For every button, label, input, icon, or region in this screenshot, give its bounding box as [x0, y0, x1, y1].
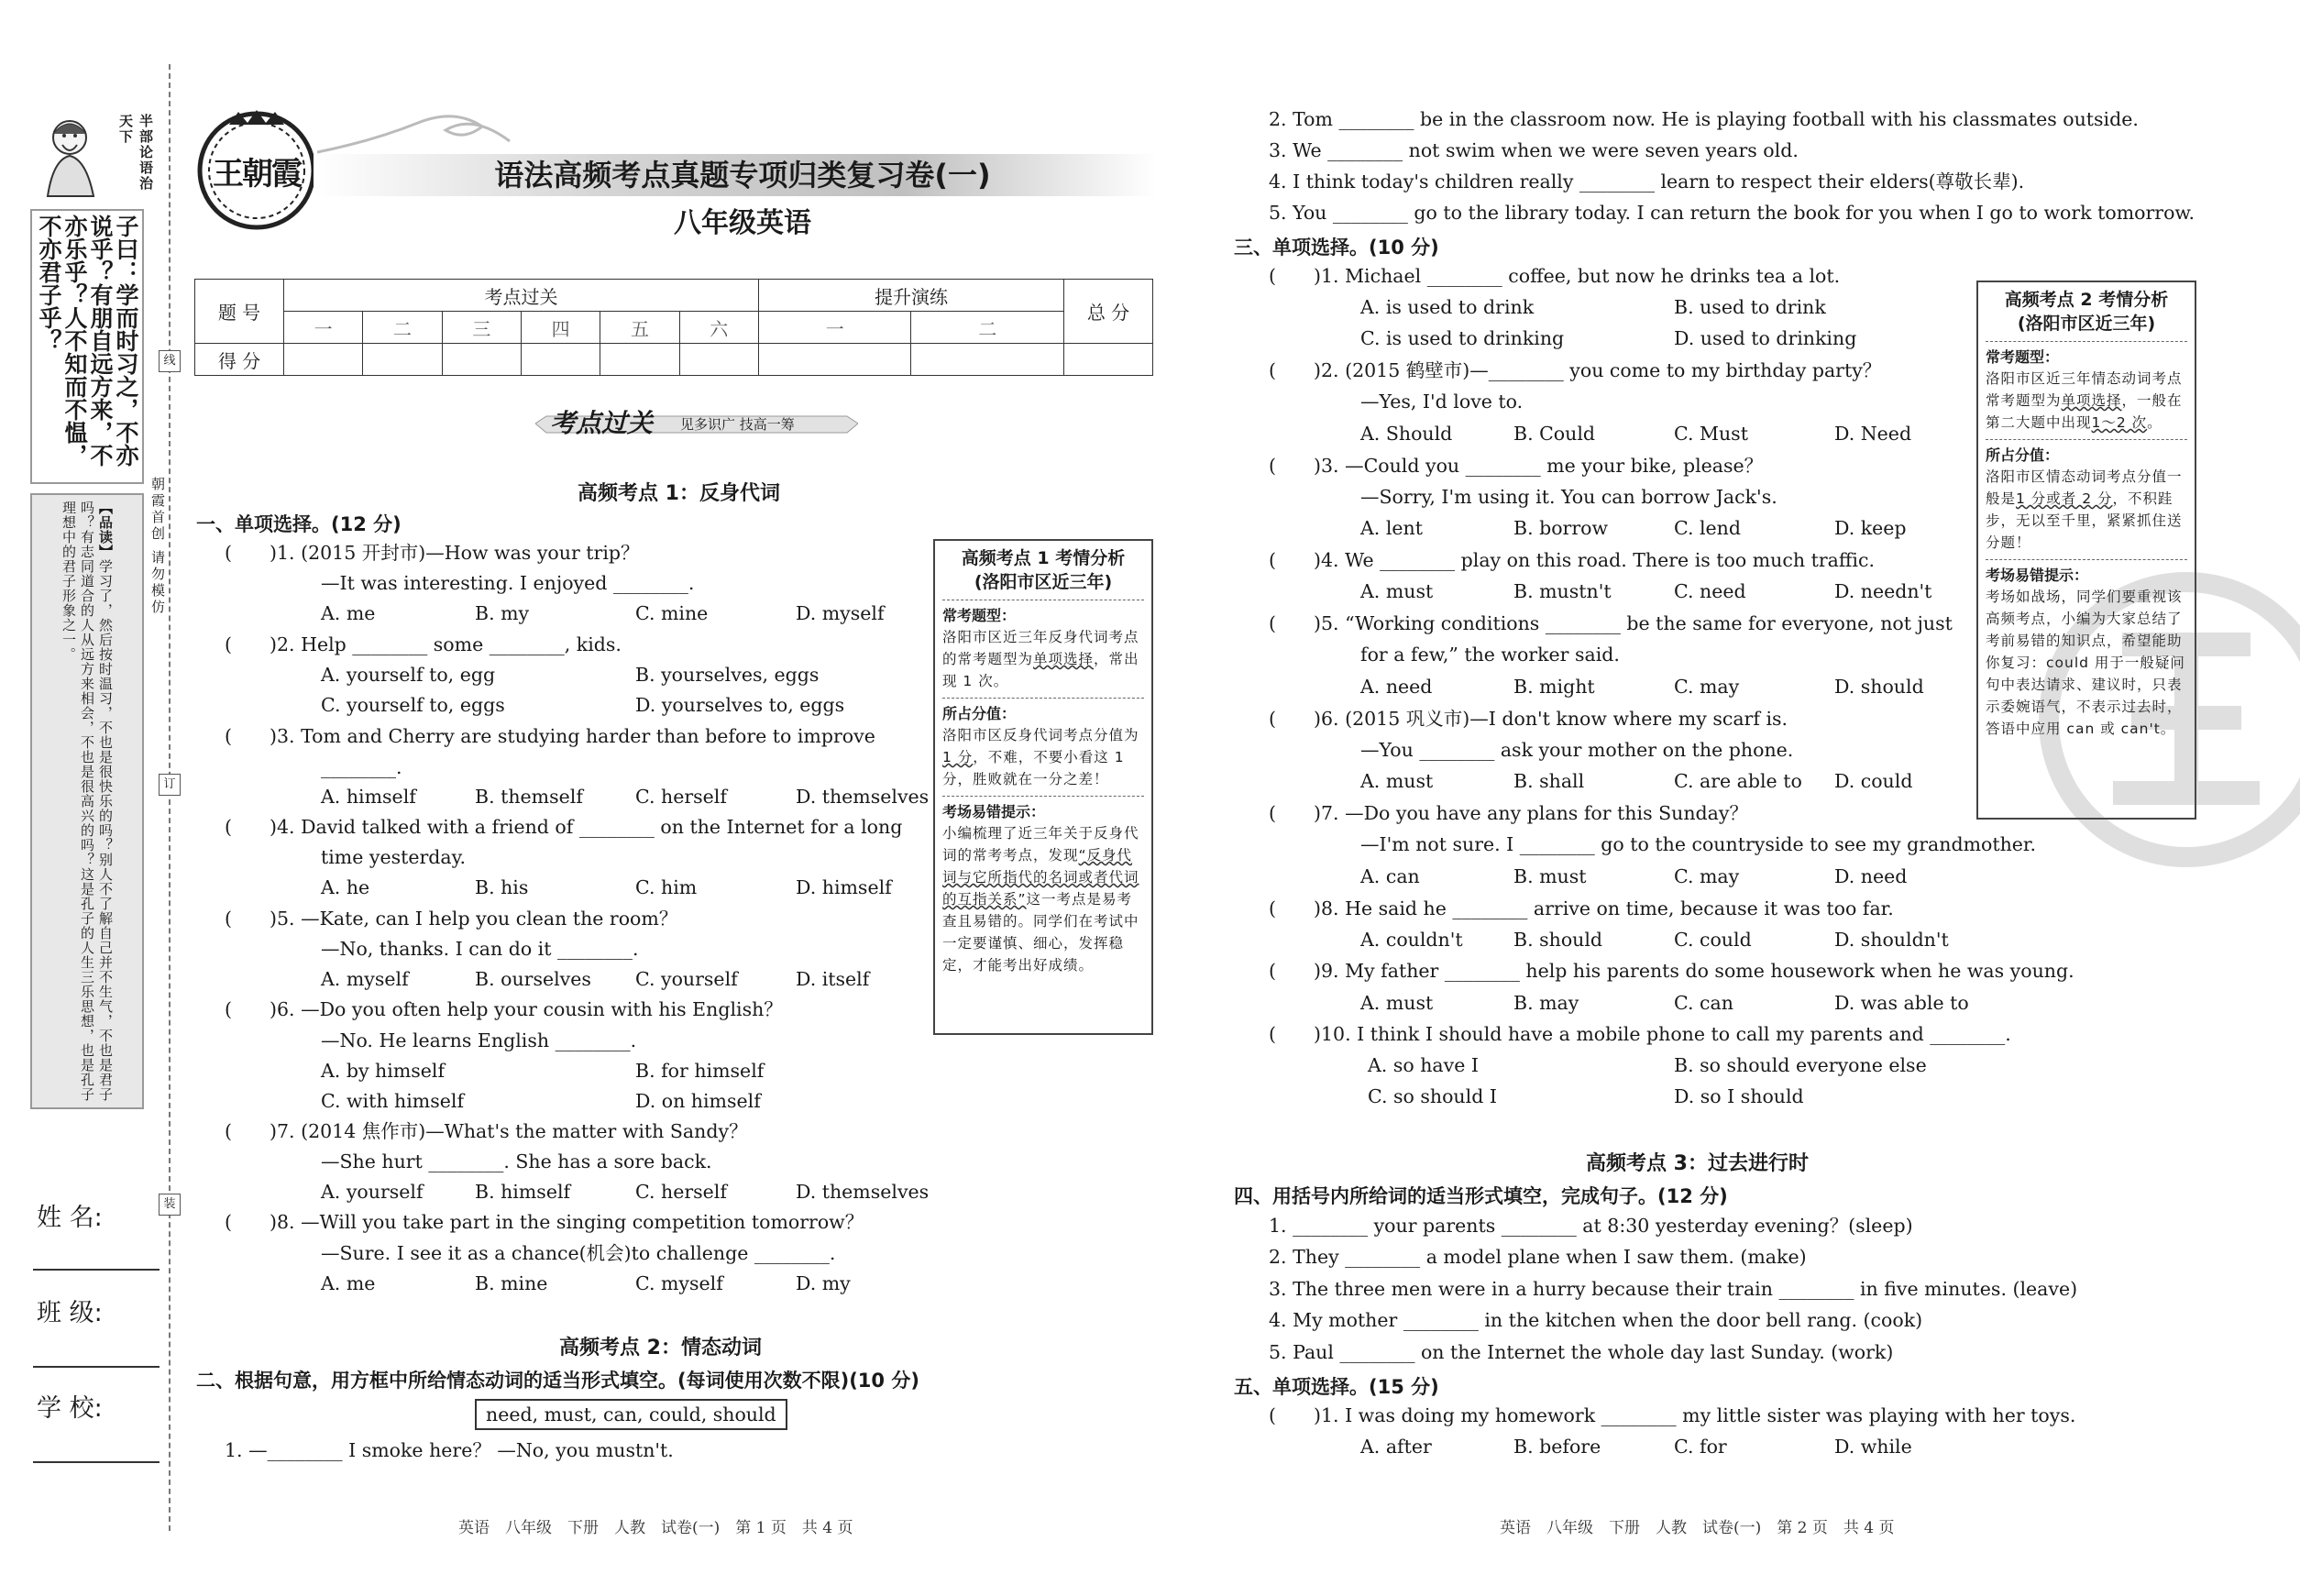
section-banner-title: 考点过关 — [550, 408, 654, 438]
q8-option-c[interactable]: C. myself — [635, 1272, 723, 1294]
page-subtitle: 八年级英语 — [674, 207, 811, 239]
class-label: 班 级: — [37, 1299, 103, 1327]
q6-option-d[interactable]: D. on himself — [635, 1090, 761, 1112]
quote-box — [30, 209, 144, 484]
q7-option-d[interactable]: D. themselves — [796, 1181, 930, 1203]
analysis-2-t1-end: 。 — [2147, 414, 2162, 431]
question-r6-line2: —You ________ ask your mother on the phone. — [1360, 739, 1794, 761]
r6-option-c[interactable]: C. are able to — [1674, 770, 1802, 792]
col-5: 五 — [600, 312, 679, 344]
question-r9: ( )9. My father ________ help his parents do some housework when he was young. — [1269, 960, 2074, 982]
r4-option-d[interactable]: D. needn't — [1834, 580, 1932, 602]
school-underline — [33, 1461, 160, 1463]
seal-mark-bind: 订 — [159, 774, 181, 796]
analysis-1-h3: 考场易错提示： — [942, 803, 1046, 820]
r3-option-c[interactable]: C. lend — [1674, 517, 1742, 539]
score-cell-total[interactable] — [1064, 344, 1153, 376]
analysis-1-h1: 常考题型： — [942, 607, 1017, 624]
question-r10: ( )10. I think I should have a mobile phone to call my parents and ________. — [1269, 1023, 2011, 1045]
kp1-heading: 高频考点 1：反身代词 — [578, 482, 780, 505]
group-tisheng: 提升演练 — [758, 280, 1063, 312]
score-cell[interactable] — [363, 344, 442, 376]
r8-option-a[interactable]: A. couldn't — [1360, 929, 1463, 951]
analysis-2-h3: 考场易错提示： — [1986, 567, 2089, 584]
q3-option-a[interactable]: A. himself — [321, 786, 416, 808]
section-3-heading: 三、单项选择。(10 分) — [1234, 237, 1439, 259]
analysis-1-t2: 洛阳市区反身代词考点分值为 — [942, 727, 1139, 743]
question-7-line2: —She hurt ________. She has a sore back. — [321, 1150, 712, 1172]
score-cell[interactable] — [911, 344, 1064, 376]
fill-1: 1. —________ I smoke here？ —No, you mustn't. — [225, 1439, 674, 1461]
question-8-line2: —Sure. I see it as a chance(机会)to challenge ________. — [321, 1242, 836, 1264]
ribbon-decoration — [317, 105, 519, 160]
question-1: ( )1. (2015 开封市)—How was your trip？ — [225, 542, 640, 564]
question-1-line2: —It was interesting. I enjoyed ________. — [321, 572, 695, 594]
analysis-2-t2: 洛阳市区情态动词考点分值一般是 — [1986, 468, 2183, 507]
analysis-1-t2-emph: 1 分 — [942, 749, 974, 765]
tense-4: 4. My mother ________ in the kitchen when the door bell rang. (cook) — [1269, 1309, 1923, 1331]
analysis-1-t1-emph: 单项选择 — [1033, 651, 1095, 667]
q4-option-b[interactable]: B. his — [475, 876, 529, 898]
question-r2: ( )2. (2015 鹤壁市)—________ you come to my birthday party？ — [1269, 359, 1882, 381]
watermark-seal — [2035, 568, 2300, 871]
r2-option-c[interactable]: C. Must — [1674, 423, 1748, 445]
fill-3: 3. We ________ not swim when we were seven years old. — [1269, 139, 1799, 161]
r3-option-d[interactable]: D. keep — [1834, 517, 1907, 539]
r7-option-a[interactable]: A. can — [1360, 865, 1420, 887]
r2-option-a[interactable]: A. Should — [1360, 423, 1453, 445]
q6-option-c[interactable]: C. with himself — [321, 1090, 465, 1112]
question-r4: ( )4. We ________ play on this road. There is too much traffic. — [1269, 549, 1875, 571]
score-cell[interactable] — [758, 344, 911, 376]
confucius-quote: 子曰：学而时习之，不亦说乎？有朋自远方来，不亦乐乎？人不知而不愠，不亦君子乎？ — [36, 215, 139, 467]
analysis-2-t1-emph: 单项选择 — [2061, 392, 2122, 409]
r10-option-d[interactable]: D. so I should — [1674, 1085, 1804, 1107]
r4-option-a[interactable]: A. must — [1360, 580, 1434, 602]
r10-option-c[interactable]: C. so should I — [1368, 1085, 1497, 1107]
q4-option-c[interactable]: C. him — [635, 876, 698, 898]
q2-option-a[interactable]: A. yourself to, egg — [321, 664, 496, 686]
question-4-line2: time yesterday. — [321, 846, 467, 868]
q8-option-a[interactable]: A. me — [321, 1272, 376, 1294]
r5-option-c[interactable]: C. may — [1674, 676, 1740, 698]
q2-option-b[interactable]: B. yourselves, eggs — [635, 664, 820, 686]
col-8: 二 — [911, 312, 1064, 344]
commentary-box — [30, 493, 144, 1109]
question-r1: ( )1. Michael ________ coffee, but now he drinks tea a lot. — [1269, 265, 1841, 287]
analysis-2-t1-mid: ，一般在第二大题中出现 — [1986, 392, 2183, 431]
sidebar-banner: 半部论语治天下 — [117, 114, 154, 192]
s5-1-option-d[interactable]: D. while — [1834, 1436, 1912, 1458]
question-r7-line2: —I'm not sure. I ________ go to the countryside to see my grandmother. — [1360, 833, 2036, 855]
r8-option-d[interactable]: D. shouldn't — [1834, 929, 1949, 951]
analysis-2-h2: 所占分值： — [1986, 446, 2060, 464]
q5-option-b[interactable]: B. ourselves — [475, 968, 591, 990]
tense-2: 2. They ________ a model plane when I saw them. (make) — [1269, 1246, 1807, 1268]
section-1-heading: 一、单项选择。(12 分) — [196, 513, 402, 535]
q4-option-d[interactable]: D. himself — [796, 876, 892, 898]
q6-option-a[interactable]: A. by himself — [321, 1060, 446, 1082]
r10-option-b[interactable]: B. so should everyone else — [1674, 1054, 1927, 1076]
analysis-1-title: 高频考点 1 考情分析 — [961, 548, 1126, 568]
section-banner — [535, 403, 858, 438]
name-label: 姓 名: — [37, 1204, 103, 1232]
row-label-score: 得 分 — [195, 344, 284, 376]
q7-option-c[interactable]: C. herself — [635, 1181, 727, 1203]
fill-5: 5. You ________ go to the library today. I can return the book for you when I go to work tomorrow. — [1269, 202, 2195, 224]
analysis-1-t2-end: ，不难，不要小看这 1 分，胜败就在一分之差！ — [942, 749, 1125, 787]
q3-option-d[interactable]: D. themselves — [796, 786, 930, 808]
q6-option-b[interactable]: B. for himself — [635, 1060, 765, 1082]
r1-option-b[interactable]: B. used to drink — [1674, 296, 1826, 318]
r6-option-a[interactable]: A. must — [1360, 770, 1434, 792]
tense-5: 5. Paul ________ on the Internet the whole day last Sunday. (work) — [1269, 1341, 1894, 1363]
seal-mark-fold: 装 — [159, 1194, 181, 1216]
analysis-1-t3-emph: “反身代词与它所指代的名词或者代词的互指关系” — [942, 847, 1139, 908]
section-2-heading: 二、根据句意，用方框中所给情态动词的适当形式填空。(每词使用次数不限)(10 分) — [196, 1370, 919, 1392]
r9-option-b[interactable]: B. may — [1513, 992, 1579, 1014]
q5-option-c[interactable]: C. yourself — [635, 968, 738, 990]
name-underline — [33, 1269, 160, 1271]
analysis-2-title: 高频考点 2 考情分析 — [2004, 290, 2169, 310]
question-7: ( )7. (2014 焦作市)—What's the matter with Sandy？ — [225, 1120, 748, 1142]
q5-option-a[interactable]: A. myself — [321, 968, 409, 990]
r2-option-b[interactable]: B. Could — [1513, 423, 1596, 445]
r2-option-d[interactable]: D. Need — [1834, 423, 1912, 445]
row-label-question: 题 号 — [195, 280, 284, 344]
tense-3: 3. The three men were in a hurry because their train ________ in five minutes. (leave) — [1269, 1278, 2078, 1300]
confucius-illustration — [35, 114, 106, 198]
section-4-heading: 四、用括号内所给词的适当形式填空，完成句子。(12 分) — [1234, 1185, 1728, 1207]
q7-option-b[interactable]: B. himself — [475, 1181, 571, 1203]
q7-option-a[interactable]: A. yourself — [321, 1181, 424, 1203]
s5-1-option-b[interactable]: B. before — [1513, 1436, 1601, 1458]
question-r6: ( )6. (2015 巩义市)—I don't know where my scarf is. — [1269, 708, 1788, 730]
score-cell[interactable] — [442, 344, 521, 376]
r4-option-c[interactable]: C. need — [1674, 580, 1746, 602]
r5-option-a[interactable]: A. need — [1360, 676, 1433, 698]
analysis-1-subtitle: (洛阳市区近三年) — [974, 572, 1113, 592]
r5-option-d[interactable]: D. should — [1834, 676, 1924, 698]
q1-option-d[interactable]: D. myself — [796, 602, 885, 624]
r3-option-b[interactable]: B. borrow — [1513, 517, 1609, 539]
copyright-note: 朝霞首创 请勿模仿 — [149, 477, 166, 616]
question-r3: ( )3. —Could you ________ me your bike, please？ — [1269, 455, 1764, 477]
section-5-heading: 五、单项选择。(15 分) — [1234, 1376, 1439, 1398]
page-title: 语法高频考点真题专项归类复习卷(一) — [494, 158, 991, 193]
q5-option-d[interactable]: D. itself — [796, 968, 870, 990]
analysis-1-t1-end: ，常出现 1 次。 — [942, 651, 1139, 689]
r1-option-a[interactable]: A. is used to drink — [1360, 296, 1535, 318]
r4-option-b[interactable]: B. mustn't — [1513, 580, 1612, 602]
analysis-1-t3-end: 这一考点是易考查且易错的。同学们在考试中一定要谨慎、细心，发挥稳定，才能考出好成绩。 — [942, 891, 1139, 974]
score-cell[interactable] — [600, 344, 679, 376]
r3-option-a[interactable]: A. lent — [1360, 517, 1423, 539]
s5-1-option-c[interactable]: C. for — [1674, 1436, 1727, 1458]
r9-option-c[interactable]: C. can — [1674, 992, 1733, 1014]
r8-option-b[interactable]: B. should — [1513, 929, 1603, 951]
r7-option-c[interactable]: C. may — [1674, 865, 1740, 887]
col-7: 一 — [758, 312, 911, 344]
r7-option-d[interactable]: D. need — [1834, 865, 1908, 887]
score-cell[interactable] — [521, 344, 600, 376]
question-8: ( )8. —Will you take part in the singing competition tomorrow？ — [225, 1211, 864, 1233]
score-table — [194, 279, 1153, 376]
analysis-1-t3: 小编梳理了近三年关于反身代词的常考考点，发现 — [942, 825, 1139, 864]
question-3: ( )3. Tom and Cherry are studying harder than before to improve — [225, 725, 875, 747]
seal-mark-line: 线 — [159, 350, 181, 372]
r7-option-b[interactable]: B. must — [1513, 865, 1587, 887]
fill-2: 2. Tom ________ be in the classroom now. He is playing football with his classmates outside. — [1269, 108, 2139, 130]
analysis-2-t1-emph2: 1～2 次 — [2091, 414, 2148, 431]
tense-1: 1. ________ your parents ________ at 8:30 yesterday evening？(sleep) — [1269, 1215, 1913, 1237]
question-s5-1: ( )1. I was doing my homework ________ my little sister was playing with her toys. — [1269, 1404, 2076, 1426]
r8-option-c[interactable]: C. could — [1674, 929, 1752, 951]
q1-option-b[interactable]: B. my — [475, 602, 530, 624]
section-banner-tagline: 见多识广 技高一筹 — [680, 416, 795, 433]
score-cell[interactable] — [679, 344, 758, 376]
r1-option-c[interactable]: C. is used to drinking — [1360, 327, 1565, 349]
col-4: 四 — [521, 312, 600, 344]
q2-option-d[interactable]: D. yourselves to, eggs — [635, 694, 845, 716]
page-footer-2: 英语 八年级 下册 人教 试卷(一) 第 2 页 共 4 页 — [1500, 1519, 1895, 1537]
class-underline — [33, 1366, 160, 1368]
fill-4: 4. I think today's children really ________ learn to respect their elders(尊敬长辈). — [1269, 171, 2025, 193]
commentary-text: 学习了，然后按时温习，不也是很快乐的吗？别人不了解自己并不生气，不也是君子吗？有志同道合的人从远方来相会，不也是很高兴的吗？这是孔子的人生三乐思想，也是孔子理想中的君子形象之一。 — [61, 501, 114, 1102]
question-r2-line2: —Yes, I'd love to. — [1360, 391, 1524, 413]
col-3: 三 — [442, 312, 521, 344]
s5-1-option-a[interactable]: A. after — [1360, 1436, 1432, 1458]
score-cell[interactable] — [284, 344, 363, 376]
r5-option-b[interactable]: B. might — [1513, 676, 1595, 698]
q8-option-d[interactable]: D. my — [796, 1272, 851, 1294]
col-2: 二 — [363, 312, 442, 344]
r1-option-d[interactable]: D. used to drinking — [1674, 327, 1857, 349]
page-footer-1: 英语 八年级 下册 人教 试卷(一) 第 1 页 共 4 页 — [458, 1519, 853, 1537]
school-label: 学 校: — [37, 1394, 103, 1423]
col-6: 六 — [679, 312, 758, 344]
question-r5: ( )5. “Working conditions ________ be the same for everyone, not just — [1269, 612, 1953, 634]
q4-option-a[interactable]: A. he — [321, 876, 370, 898]
kp2-heading: 高频考点 2：情态动词 — [559, 1337, 762, 1359]
seal-line — [169, 64, 171, 1531]
left-strip — [0, 0, 160, 1596]
analysis-1-h2: 所占分值： — [942, 705, 1017, 722]
q8-option-b[interactable]: B. mine — [475, 1272, 548, 1294]
q3-option-c[interactable]: C. herself — [635, 786, 727, 808]
r9-option-d[interactable]: D. was able to — [1834, 992, 1969, 1014]
q1-option-c[interactable]: C. mine — [635, 602, 709, 624]
q1-option-a[interactable]: A. me — [321, 602, 376, 624]
group-kaodian: 考点过关 — [284, 280, 759, 312]
brand-name: 王朝霞 — [213, 156, 301, 193]
analysis-2-t2-end: ，不积跬步，无以至千里，紧紧抓住送分题！ — [1986, 490, 2183, 551]
analysis-1-t1: 洛阳市区近三年反身代词考点的常考题型为 — [942, 629, 1139, 667]
question-3-line2: ________. — [321, 756, 402, 778]
total-header: 总 分 — [1064, 280, 1153, 344]
question-6: ( )6. —Do you often help your cousin with his English？ — [225, 998, 783, 1020]
r6-option-d[interactable]: D. could — [1834, 770, 1913, 792]
q3-option-b[interactable]: B. themself — [475, 786, 583, 808]
analysis-box-1 — [933, 539, 1153, 1035]
question-r7: ( )7. —Do you have any plans for this Sunday？ — [1269, 802, 1748, 824]
question-4: ( )4. David talked with a friend of ________ on the Internet for a long — [225, 816, 903, 838]
question-r5-line2: for a few,” the worker said. — [1360, 644, 1620, 666]
word-box: need, must, can, could, should — [475, 1399, 787, 1430]
analysis-2-t1: 洛阳市区近三年情态动词考点常考题型为 — [1986, 370, 2183, 409]
question-6-line2: —No. He learns English ________. — [321, 1029, 637, 1051]
commentary-tag: 【品读】 — [97, 501, 114, 559]
kp3-heading: 高频考点 3：过去进行时 — [1586, 1152, 1809, 1175]
question-5-line2: —No, thanks. I can do it ________. — [321, 938, 639, 960]
question-5: ( )5. —Kate, can I help you clean the room？ — [225, 908, 678, 930]
brand-logo — [194, 108, 319, 233]
analysis-2-t3: 考场如战场，同学们要重视该高频考点，小编为大家总结了考前易错的知识点，希望能助你复习：could 用于一般疑问句中表达请求、建议时，只表示委婉语气，不表示过去时，答语中应用 can 或 can't。 — [1986, 589, 2185, 737]
question-r3-line2: —Sorry, I'm using it. You can borrow Jack's. — [1360, 486, 1777, 508]
col-1: 一 — [284, 312, 363, 344]
analysis-2-subtitle: (洛阳市区近三年) — [2017, 314, 2156, 334]
r10-option-a[interactable]: A. so have I — [1368, 1054, 1479, 1076]
r9-option-a[interactable]: A. must — [1360, 992, 1434, 1014]
analysis-2-h1: 常考题型： — [1986, 348, 2060, 366]
question-r8: ( )8. He said he ________ arrive on time, because it was too far. — [1269, 897, 1894, 919]
q2-option-c[interactable]: C. yourself to, eggs — [321, 694, 505, 716]
analysis-2-t2-emph: 1 分或者 2 分 — [2016, 490, 2113, 507]
r6-option-b[interactable]: B. shall — [1513, 770, 1585, 792]
question-2: ( )2. Help ________ some ________, kids. — [225, 633, 622, 655]
